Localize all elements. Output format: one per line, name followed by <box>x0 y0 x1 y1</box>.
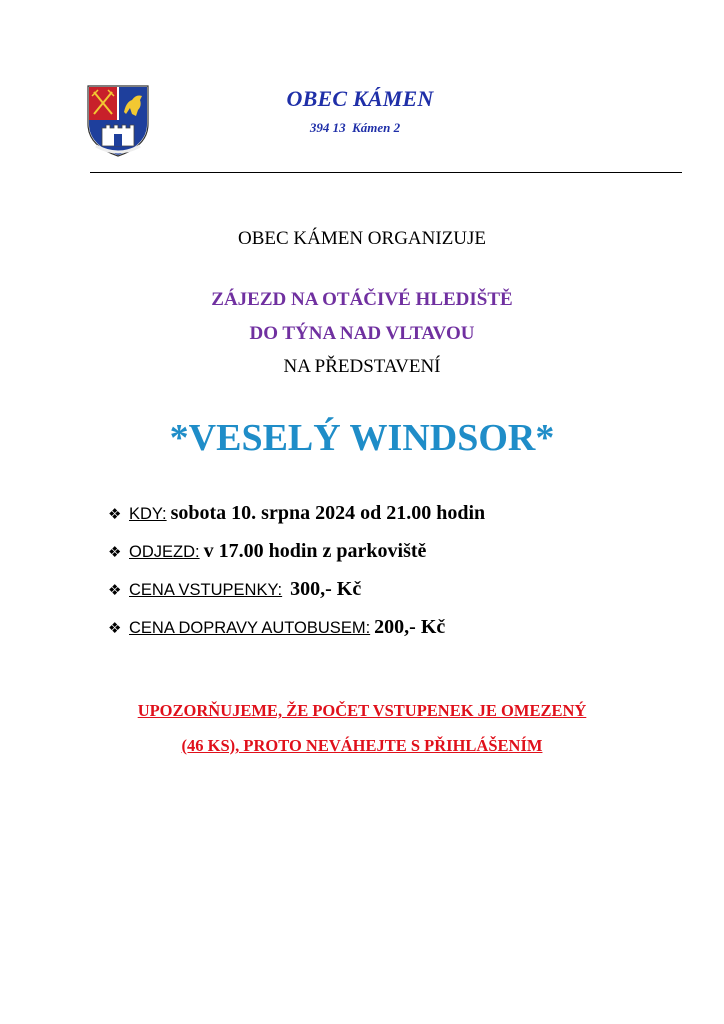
coat-of-arms-icon <box>86 84 150 158</box>
event-details <box>108 502 485 654</box>
trip-line-2: DO TÝNA NAD VLTAVOU <box>249 323 475 344</box>
org-name: OBEC KÁMEN <box>286 86 434 111</box>
detail-label: KDY: <box>129 505 167 523</box>
detail-value: 200,- Kč <box>374 616 446 638</box>
detail-ticket-price <box>108 578 485 616</box>
header-divider <box>90 172 682 173</box>
detail-value: v 17.00 hodin z parkoviště <box>203 540 427 562</box>
detail-value: sobota 10. srpna 2024 od 21.00 hodin <box>170 502 486 524</box>
intro-text: OBEC KÁMEN ORGANIZUJE <box>237 228 487 249</box>
warning-line-2: (46 KS), PROTO NEVÁHEJTE S PŘIHLÁŠENÍM <box>181 736 543 755</box>
org-address: 394 13 Kámen 2 <box>309 120 401 135</box>
detail-label: CENA VSTUPENKY: <box>129 581 283 599</box>
trip-line-1: ZÁJEZD NA OTÁČIVÉ HLEDIŠTĚ <box>211 289 513 310</box>
diamond-bullet-icon: ❖ <box>108 543 122 561</box>
warning-line-1: UPOZORŇUJEME, ŽE POČET VSTUPENEK JE OMEZENÝ <box>137 701 587 720</box>
diamond-bullet-icon: ❖ <box>108 619 122 637</box>
detail-value: 300,- Kč <box>290 578 362 600</box>
show-title: *VESELÝ WINDSOR* <box>169 417 555 459</box>
detail-departure <box>108 540 485 578</box>
diamond-bullet-icon: ❖ <box>108 505 122 523</box>
trip-line-3: NA PŘEDSTAVENÍ <box>283 356 441 377</box>
detail-when <box>108 502 485 540</box>
detail-bus-price <box>108 616 485 654</box>
detail-label: CENA DOPRAVY AUTOBUSEM: <box>129 619 371 637</box>
detail-label: ODJEZD: <box>129 543 200 561</box>
diamond-bullet-icon: ❖ <box>108 581 122 599</box>
